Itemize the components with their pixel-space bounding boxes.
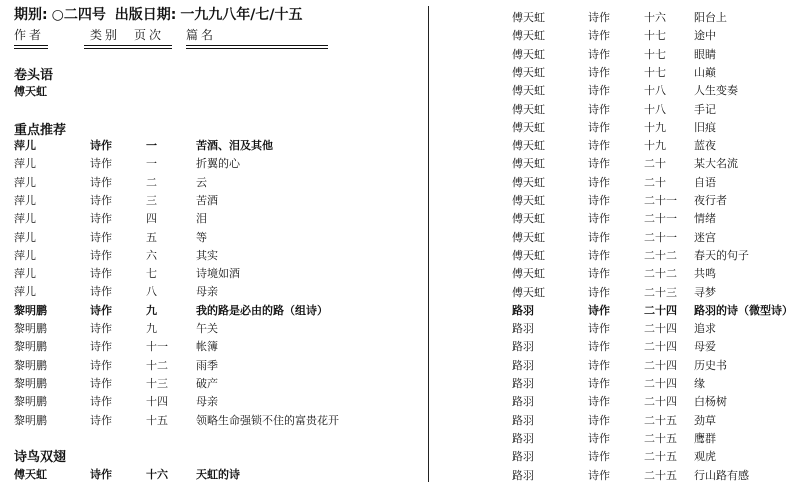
row-title: 泪	[196, 212, 207, 226]
row-category: 诗作	[588, 139, 610, 153]
row-category: 诗作	[90, 175, 112, 189]
row-title: 眼睛	[694, 47, 716, 61]
row-title: 旧痕	[694, 120, 716, 134]
row-page: 二十五	[644, 468, 677, 482]
row-page: 七	[146, 267, 157, 281]
row-category: 诗作	[90, 193, 112, 207]
row-page: 十七	[644, 47, 666, 61]
row-page: 二十五	[644, 431, 677, 445]
row-category: 诗作	[588, 413, 610, 427]
row-page: 六	[146, 248, 157, 262]
row-category: 诗作	[90, 322, 112, 335]
issue-header	[14, 4, 307, 24]
row-author: 傅天虹	[512, 47, 545, 61]
row-author: 黎明鹏	[14, 395, 47, 409]
row-category: 诗作	[588, 175, 610, 189]
row-author: 路羽	[512, 413, 534, 427]
row-category: 诗作	[588, 29, 610, 43]
row-page: 四	[146, 212, 157, 226]
row-author: 萍儿	[14, 248, 36, 262]
row-page: 二十	[644, 175, 666, 189]
row-author: 黎明鹏	[14, 303, 47, 317]
row-category: 诗作	[90, 395, 112, 409]
row-page: 十六	[644, 11, 666, 24]
section-title-shiniao: 诗鸟双翅	[14, 450, 67, 465]
row-title: 云	[196, 175, 207, 189]
row-title: 阳台上	[694, 11, 727, 24]
row-category: 诗作	[588, 230, 610, 244]
row-category: 诗作	[90, 230, 112, 244]
row-author: 傅天虹	[512, 212, 545, 226]
row-author: 傅天虹	[512, 102, 545, 116]
section-title-juantouyu: 卷头语	[14, 68, 54, 83]
row-page: 二十二	[644, 267, 677, 281]
row-category: 诗作	[90, 358, 112, 372]
row-title: 诗境如酒	[196, 267, 240, 281]
row-page: 十五	[146, 413, 168, 427]
row-author: 傅天虹	[512, 65, 545, 79]
row-category: 诗作	[588, 377, 610, 390]
row-title: 共鸣	[694, 267, 716, 281]
row-author: 萍儿	[14, 212, 36, 226]
row-title: 观虎	[694, 450, 716, 464]
row-page: 二	[146, 175, 157, 189]
row-author: 萍儿	[14, 285, 36, 299]
col-head-author: 作者	[14, 28, 45, 42]
row-category: 诗作	[90, 212, 112, 226]
row-author: 傅天虹	[512, 139, 545, 153]
row-category: 诗作	[588, 47, 610, 61]
row-title: 人生变奏	[694, 84, 738, 98]
row-title: 行山路有感	[694, 468, 749, 482]
heading-rule-title	[186, 45, 328, 49]
row-title: 夜行者	[694, 194, 727, 207]
row-category: 诗作	[588, 450, 610, 464]
row-category: 诗作	[90, 413, 112, 427]
col-head-category: 类别	[90, 28, 121, 42]
row-page: 十八	[644, 84, 666, 98]
heading-rule-page	[134, 45, 172, 49]
row-page: 二十二	[644, 248, 677, 262]
row-author: 萍儿	[14, 267, 36, 281]
row-page: 二十三	[644, 285, 677, 299]
row-category: 诗作	[588, 212, 610, 226]
row-page: 二十五	[644, 450, 677, 464]
section-title-zhongdian: 重点推荐	[14, 123, 67, 138]
row-page: 一	[146, 157, 157, 171]
row-page: 十七	[644, 65, 666, 79]
row-title: 迷宫	[694, 230, 716, 244]
row-category: 诗作	[588, 340, 610, 354]
row-author: 萍儿	[14, 175, 36, 189]
row-author: 黎明鹏	[14, 376, 47, 390]
row-author: 黎明鹏	[14, 413, 47, 427]
row-page: 八	[146, 285, 157, 299]
row-page: 十七	[644, 29, 666, 43]
row-title: 苦酒、泪及其他	[196, 139, 273, 152]
row-category: 诗作	[588, 65, 610, 79]
row-page: 十八	[644, 102, 666, 116]
row-title: 劲草	[694, 413, 716, 427]
row-page: 三	[146, 193, 157, 207]
row-page: 二十一	[644, 194, 677, 207]
row-page: 十二	[146, 358, 168, 372]
row-title: 缘	[694, 377, 705, 390]
row-author: 萍儿	[14, 139, 36, 152]
row-category: 诗作	[588, 248, 610, 262]
row-category: 诗作	[588, 11, 610, 24]
row-category: 诗作	[90, 267, 112, 281]
row-category: 诗作	[90, 285, 112, 299]
issue-value: ○二四号	[51, 7, 106, 23]
heading-rule-author	[14, 45, 48, 49]
row-author: 傅天虹	[512, 84, 545, 98]
row-author: 黎明鹏	[14, 340, 47, 354]
row-page: 十六	[146, 468, 168, 481]
row-title: 鹰群	[694, 431, 716, 445]
row-category: 诗作	[90, 157, 112, 171]
row-page: 九	[146, 303, 157, 317]
row-title: 母爱	[694, 340, 716, 354]
row-page: 二十五	[644, 413, 677, 427]
row-author: 萍儿	[14, 193, 36, 207]
row-page: 二十四	[644, 340, 677, 354]
row-page: 二十一	[644, 230, 677, 244]
row-author: 萍儿	[14, 230, 36, 244]
row-page: 二十	[644, 157, 666, 171]
row-category: 诗作	[588, 322, 610, 336]
row-author: 萍儿	[14, 157, 36, 171]
row-page: 二十四	[644, 358, 677, 372]
date-label: 出版日期:	[114, 7, 177, 23]
row-category: 诗作	[90, 248, 112, 262]
row-page: 十三	[146, 376, 168, 390]
row-page: 二十一	[644, 212, 677, 226]
row-category: 诗作	[588, 431, 610, 445]
row-category: 诗作	[588, 102, 610, 116]
row-author: 傅天虹	[512, 120, 545, 134]
row-title: 破产	[196, 376, 218, 390]
row-author: 路羽	[512, 340, 534, 354]
col-head-title: 篇名	[186, 28, 217, 42]
row-title: 自语	[694, 175, 716, 189]
row-category: 诗作	[588, 120, 610, 134]
row-title: 母亲	[196, 285, 218, 299]
row-author: 路羽	[512, 468, 534, 482]
row-category: 诗作	[588, 157, 610, 171]
row-title: 历史书	[694, 358, 727, 372]
row-page: 九	[146, 322, 157, 335]
row-author: 傅天虹	[512, 175, 545, 189]
heading-rule-category	[84, 45, 136, 49]
row-title: 帐簿	[196, 340, 218, 354]
row-title: 寻梦	[694, 285, 716, 299]
row-title: 蓝夜	[694, 139, 716, 153]
row-author: 路羽	[512, 377, 534, 390]
row-author: 傅天虹	[512, 194, 545, 207]
row-title: 春天的句子	[694, 248, 749, 262]
row-page: 五	[146, 230, 157, 244]
row-author: 傅天虹	[512, 248, 545, 262]
row-category: 诗作	[588, 84, 610, 98]
row-author: 黎明鹏	[14, 358, 47, 372]
row-category: 诗作	[588, 285, 610, 299]
row-author: 路羽	[512, 450, 534, 464]
row-title: 折翼的心	[196, 157, 240, 171]
row-author: 路羽	[512, 358, 534, 372]
row-category: 诗作	[588, 468, 610, 482]
row-category: 诗作	[588, 267, 610, 281]
row-title: 某大名流	[694, 157, 738, 171]
column-divider	[428, 6, 429, 482]
row-title: 母亲	[196, 395, 218, 409]
row-title: 我的路是必由的路（组诗）	[196, 303, 328, 317]
juantouyu-author: 傅天虹	[14, 85, 47, 98]
row-page: 十四	[146, 395, 168, 409]
row-category: 诗作	[588, 194, 610, 207]
row-title: 天虹的诗	[196, 468, 240, 481]
row-category: 诗作	[588, 395, 610, 409]
row-title: 途中	[694, 29, 716, 43]
row-author: 黎明鹏	[14, 322, 47, 335]
row-title: 路羽的诗（微型诗）	[694, 303, 793, 317]
row-category: 诗作	[90, 139, 112, 152]
row-page: 二十四	[644, 322, 677, 336]
row-category: 诗作	[90, 340, 112, 354]
row-page: 二十四	[644, 395, 677, 409]
row-title: 白杨树	[694, 395, 727, 409]
row-title: 领略生命强锁不住的富贵花开	[196, 413, 339, 427]
row-page: 一	[146, 139, 157, 152]
row-author: 路羽	[512, 303, 534, 317]
issue-label: 期别:	[14, 7, 48, 23]
row-category: 诗作	[90, 376, 112, 390]
row-title: 手记	[694, 102, 716, 116]
row-author: 傅天虹	[512, 157, 545, 171]
row-category: 诗作	[588, 358, 610, 372]
row-title: 苦酒	[196, 193, 218, 207]
col-head-page: 页次	[134, 28, 165, 42]
row-page: 十九	[644, 139, 666, 153]
row-author: 路羽	[512, 395, 534, 409]
row-title: 情绪	[694, 212, 716, 226]
row-title: 等	[196, 230, 207, 244]
row-title: 午关	[196, 322, 218, 335]
row-title: 雨季	[196, 358, 218, 372]
row-author: 路羽	[512, 431, 534, 445]
row-author: 傅天虹	[512, 29, 545, 43]
row-category: 诗作	[90, 468, 112, 481]
date-value: 一九九八年/七/十五	[180, 7, 303, 23]
row-title: 追求	[694, 322, 716, 336]
row-page: 十一	[146, 340, 168, 354]
row-category: 诗作	[90, 303, 112, 317]
row-author: 傅天虹	[14, 468, 47, 481]
row-category: 诗作	[588, 303, 610, 317]
row-author: 傅天虹	[512, 11, 545, 24]
row-page: 二十四	[644, 377, 677, 390]
row-author: 路羽	[512, 322, 534, 336]
row-page: 十九	[644, 120, 666, 134]
row-author: 傅天虹	[512, 267, 545, 281]
row-page: 二十四	[644, 303, 677, 317]
row-author: 傅天虹	[512, 230, 545, 244]
row-author: 傅天虹	[512, 285, 545, 299]
row-title: 其实	[196, 248, 218, 262]
row-title: 山巅	[694, 65, 716, 79]
